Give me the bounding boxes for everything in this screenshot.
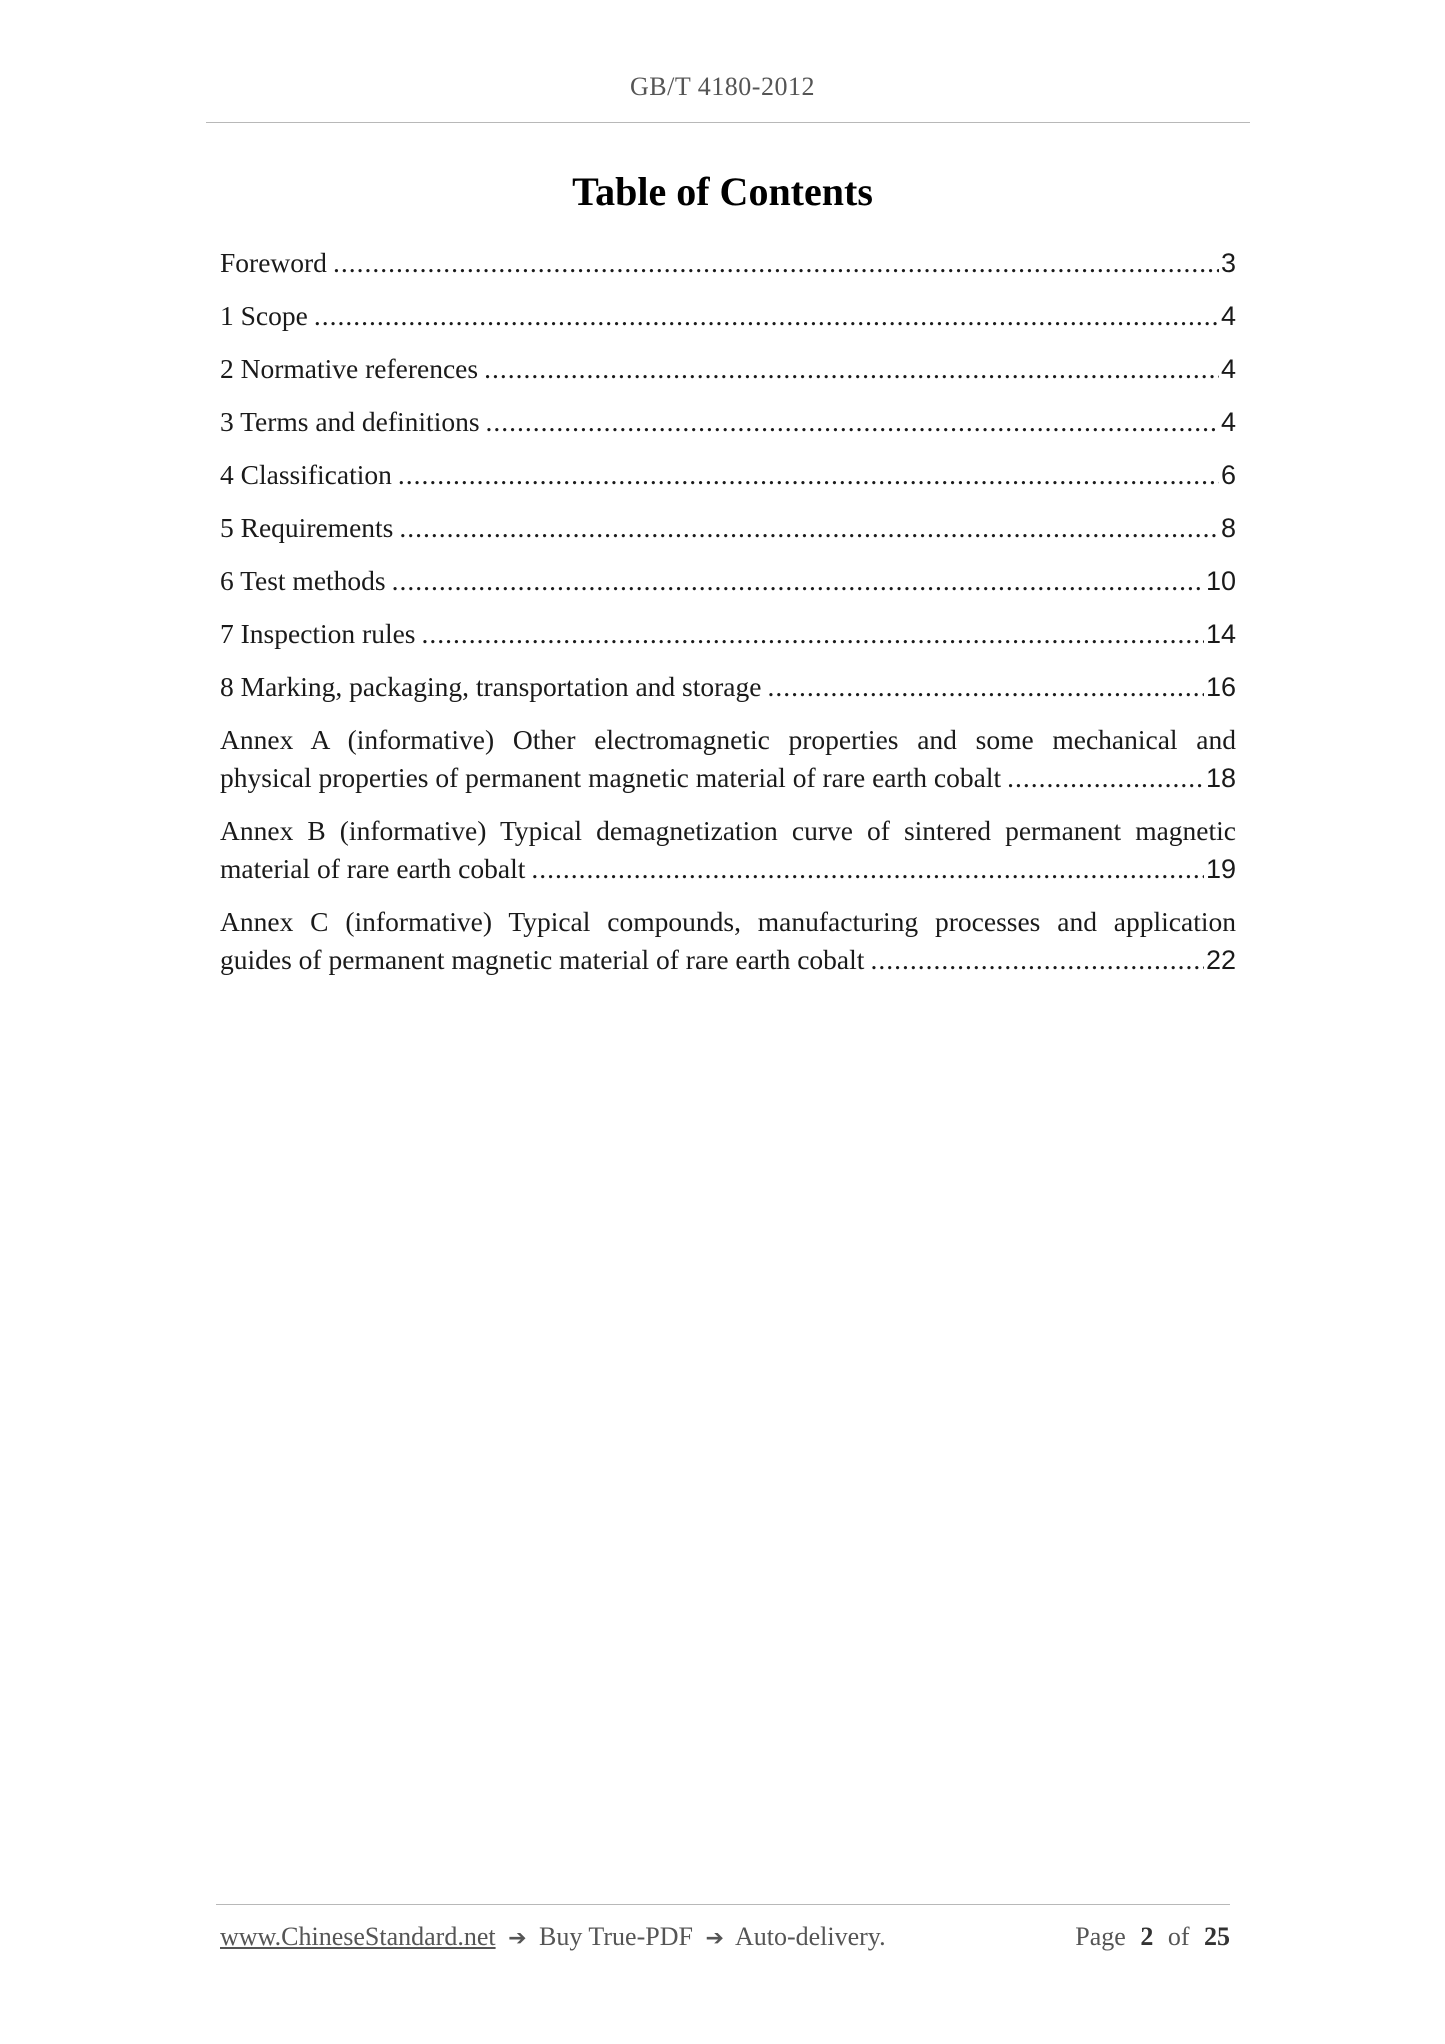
toc-entry-inspection-rules[interactable]	[220, 615, 1236, 653]
toc-entry-label-line1: Annex A (informative) Other electromagnetic properties and some mechanical and	[220, 724, 1236, 755]
toc-entry-page: 3	[1220, 248, 1236, 278]
dot-leader	[392, 562, 1204, 600]
toc-entry-annex-c[interactable]	[220, 903, 1236, 979]
toc-entry-page: 6	[1220, 460, 1236, 490]
toc-entry-page: 4	[1220, 301, 1236, 331]
table-of-contents	[220, 244, 1236, 994]
toc-entry-page: 22	[1205, 945, 1236, 975]
running-header: GB/T 4180-2012	[630, 72, 815, 101]
toc-entry-label: 2 Normative references	[220, 353, 479, 384]
page-current: 2	[1140, 1922, 1154, 1951]
toc-entry-label: 3 Terms and definitions	[220, 406, 480, 437]
page-number	[1075, 1922, 1230, 1952]
toc-entry-page: 16	[1205, 672, 1236, 702]
dot-leader	[422, 615, 1204, 653]
toc-entry-requirements[interactable]	[220, 509, 1236, 547]
toc-entry-terms-and-definitions[interactable]	[220, 403, 1236, 441]
footer-promo	[220, 1922, 886, 1952]
toc-entry-line2	[220, 759, 1236, 797]
buy-text: Buy True-PDF	[539, 1922, 693, 1951]
header-divider	[206, 122, 1250, 123]
dot-leader	[398, 456, 1219, 494]
toc-entry-page: 4	[1220, 407, 1236, 437]
toc-entry-marking-packaging[interactable]	[220, 668, 1236, 706]
toc-entry-page: 18	[1205, 763, 1236, 793]
footer-divider	[216, 1904, 1230, 1905]
toc-entry-label: 6 Test methods	[220, 565, 386, 596]
dot-leader	[399, 509, 1219, 547]
toc-entry-normative-references[interactable]	[220, 350, 1236, 388]
toc-entry-page: 10	[1205, 566, 1236, 596]
toc-entry-label-line2: material of rare earth cobalt	[220, 853, 526, 884]
dot-leader	[870, 941, 1204, 979]
dot-leader	[333, 244, 1219, 282]
toc-entry-label-line2: guides of permanent magnetic material of rare earth cobalt	[220, 944, 865, 975]
toc-entry-label-line1: Annex C (informative) Typical compounds, manufacturing processes and application	[220, 906, 1236, 937]
toc-entry-line2	[220, 941, 1236, 979]
arrow-right-icon: ➔	[705, 1926, 724, 1951]
website-link[interactable]: www.ChineseStandard.net	[220, 1922, 496, 1951]
toc-entry-annex-a[interactable]	[220, 721, 1236, 797]
toc-entry-annex-b[interactable]	[220, 812, 1236, 888]
toc-entry-line2	[220, 850, 1236, 888]
toc-entry-label: 8 Marking, packaging, transportation and storage	[220, 671, 762, 702]
toc-entry-foreword[interactable]	[220, 244, 1236, 282]
dot-leader	[531, 850, 1204, 888]
page-footer	[220, 1922, 1230, 1952]
toc-entry-page: 4	[1220, 354, 1236, 384]
page-total: 25	[1204, 1922, 1230, 1951]
dot-leader	[767, 668, 1204, 706]
dot-leader	[1007, 759, 1204, 797]
toc-entry-label: 7 Inspection rules	[220, 618, 416, 649]
toc-title: Table of Contents	[572, 169, 873, 214]
toc-entry-page: 14	[1205, 619, 1236, 649]
toc-entry-label-line1: Annex B (informative) Typical demagnetization curve of sintered permanent magnetic	[220, 815, 1236, 846]
toc-entry-scope[interactable]	[220, 297, 1236, 335]
toc-entry-label: 4 Classification	[220, 459, 392, 490]
toc-entry-test-methods[interactable]	[220, 562, 1236, 600]
page-of: of	[1167, 1922, 1190, 1951]
toc-entry-classification[interactable]	[220, 456, 1236, 494]
toc-entry-label: Foreword	[220, 247, 327, 278]
toc-entry-page: 19	[1205, 854, 1236, 884]
dot-leader	[484, 350, 1219, 388]
dot-leader	[486, 403, 1219, 441]
toc-entry-page: 8	[1220, 513, 1236, 543]
toc-entry-label: 5 Requirements	[220, 512, 394, 543]
arrow-right-icon: ➔	[508, 1926, 527, 1951]
delivery-text: Auto-delivery.	[734, 1922, 886, 1951]
toc-entry-label: 1 Scope	[220, 300, 308, 331]
dot-leader	[314, 297, 1219, 335]
page-word: Page	[1075, 1922, 1126, 1951]
toc-entry-label-line2: physical properties of permanent magnetic material of rare earth cobalt	[220, 762, 1002, 793]
